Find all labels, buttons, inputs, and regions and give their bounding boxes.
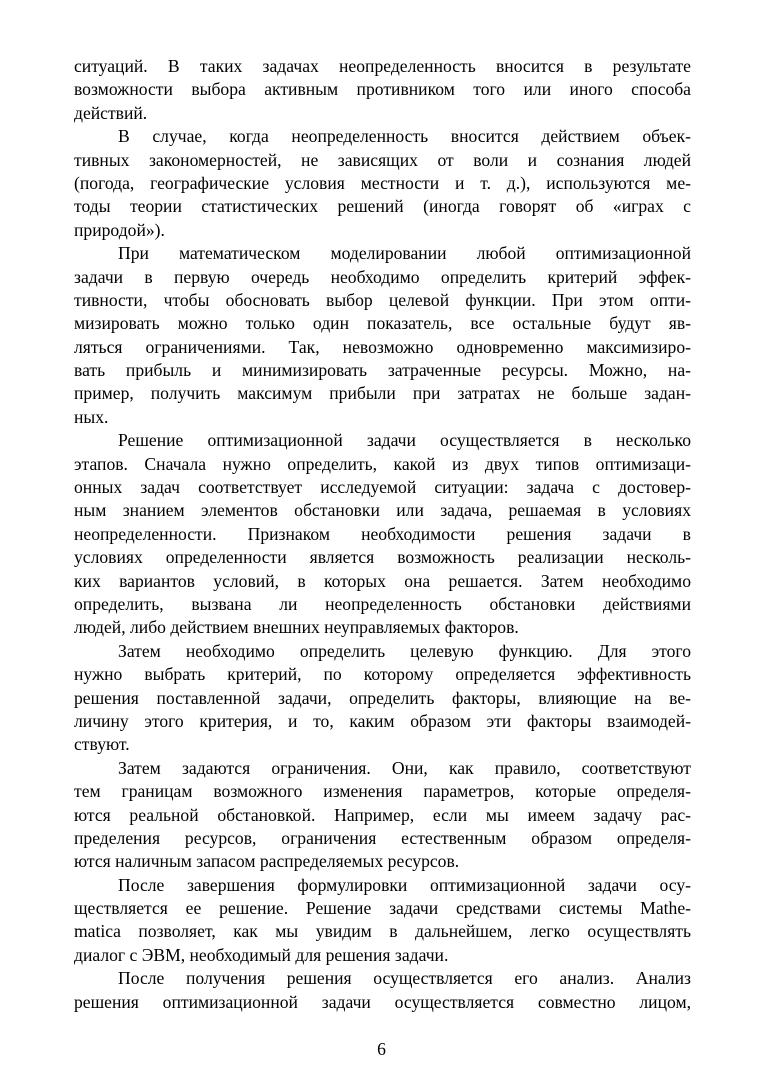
paragraph [74,757,691,874]
text-line: Затем необходимо определить целевую функцию. Для этого [118,640,691,661]
text-line: нужно выбрать критерий, по которому определяется эффективность [74,664,691,685]
paragraph [74,874,691,968]
text-line: личину этого критерия, и то, каким образом эти факторы взаимодей- [74,710,691,731]
text-line: задачи в первую очередь необходимо определить критерий эффек- [74,266,691,287]
text-line: matica позволяет, как мы увидим в дальнейшем, легко осуществлять [74,921,691,942]
text-line: ются реальной обстановкой. Например, если мы имеем задачу рас- [74,804,691,825]
text-line: ществляется ее решение. Решение задачи средствами системы Mathe- [74,898,691,919]
text-line: вать прибыль и минимизировать затраченные ресурсы. Можно, на- [74,360,691,381]
text-line: (погода, географические условия местности и т. д.), используются ме- [74,172,691,193]
text-line: При математическом моделировании любой оптимизационной [118,243,691,264]
text-line: После получения решения осуществляется его анализ. Анализ [118,968,691,989]
text-line: ких вариантов условий, в которых она решается. Затем необходимо [74,570,691,591]
text-line: Решение оптимизационной задачи осуществляется в несколько [118,430,691,451]
text-line: решения оптимизационной задачи осуществляется совместно лицом, [74,991,691,1012]
text-line: возможности выбора активным противником того или иного способа [74,79,691,100]
text-line: природой»). [74,219,165,240]
text-line: После завершения формулировки оптимизационной задачи осу- [118,874,691,895]
text-line: ются наличным запасом распределяемых ресурсов. [74,851,460,872]
text-line: мизировать можно только один показатель, все остальные будут яв- [74,313,691,334]
paragraph [74,640,691,757]
paragraph [74,967,691,1014]
text-line: решения поставленной задачи, определить факторы, влияющие на ве- [74,687,691,708]
text-line: неопределенности. Признаком необходимости решения задачи в [74,523,691,544]
text-line: условиях определенности является возможность реализации несколь- [74,547,691,568]
text-line: этапов. Сначала нужно определить, какой из двух типов оптимизаци- [74,453,691,474]
paragraph [74,125,691,242]
text-line: ным знанием элементов обстановки или задача, решаемая в условиях [74,500,691,521]
text-line: тоды теории статистических решений (иногда говорят об «играх с [74,196,691,217]
paragraph [74,55,691,125]
page-number: 6 [377,1039,386,1059]
text-line: ляться ограничениями. Так, невозможно одновременно максимизиро- [74,336,691,357]
text-line: В случае, когда неопределенность вносится действием объек- [118,126,691,147]
text-line: тивности, чтобы обосновать выбор целевой функции. При этом опти- [74,289,691,310]
text-line: диалог с ЭВМ, необходимый для решения задачи. [74,944,449,965]
text-line: ных. [74,406,109,427]
text-line: ствуют. [74,734,130,755]
paragraph [74,242,691,429]
text-line: тем границам возможного изменения параметров, которые определя- [74,781,691,802]
text-line: людей, либо действием внешних неуправляемых факторов. [74,617,519,638]
text-line: действий. [74,102,148,123]
text-line: пределения ресурсов, ограничения естественным образом определя- [74,827,691,848]
document-body [74,55,691,1014]
text-line: тивных закономерностей, не зависящих от воли и сознания людей [74,149,691,170]
text-line: Затем задаются ограничения. Они, как правило, соответствуют [118,757,691,778]
text-line: ситуаций. В таких задачах неопределенность вносится в результате [74,56,691,76]
text-line: пример, получить максимум прибыли при затратах не больше задан- [74,383,691,404]
paragraph [74,429,691,640]
text-line: определить, вызвана ли неопределенность обстановки действиями [74,593,691,614]
text-line: онных задач соответствует исследуемой ситуации: задача с достовер- [74,477,691,498]
